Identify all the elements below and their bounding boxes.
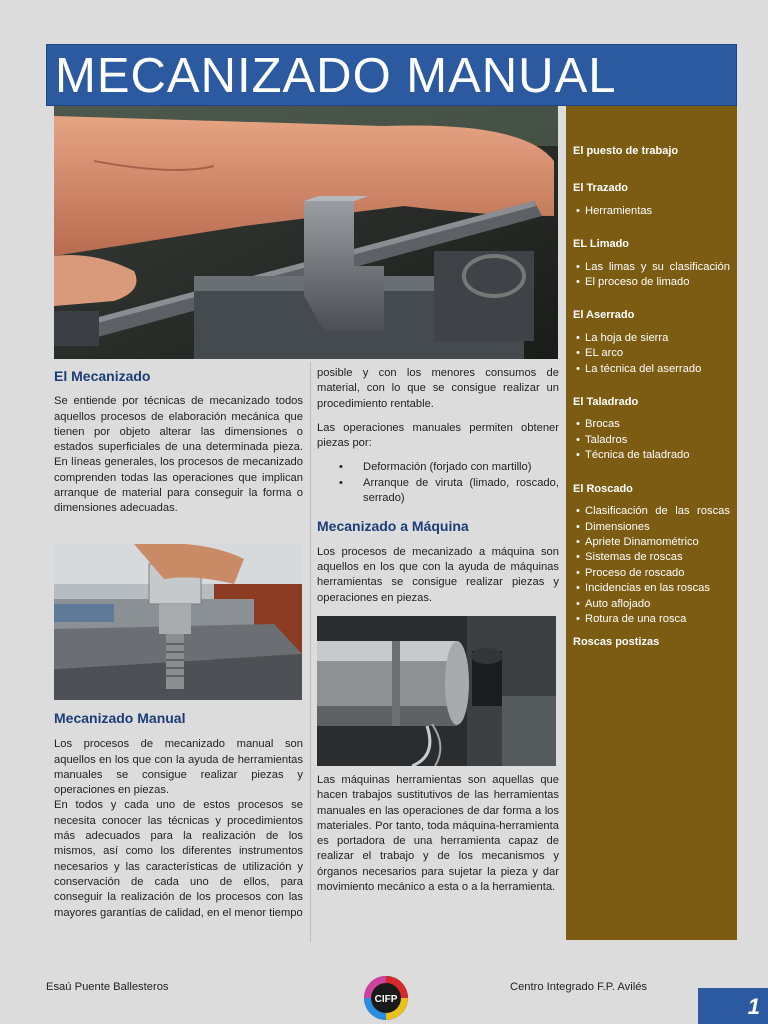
index-section-roscas-postizas (573, 635, 730, 650)
list-item: • Deformación (forjado con martillo) (317, 460, 559, 475)
paragraph-maquinas-herramientas: Las máquinas herramientas son aquellas que hacen trabajos sustitutivos de las herramientas manuales en las operaciones de dar forma a los materiales. Por tanto, toda máquina-herramienta es portadora de una herramienta capaz de realizar el trabajo y de los mecanismos y órganos necesarios para sujetar la pieza y dar movimiento mecánico a esta o a la herramienta. (317, 774, 559, 894)
middle-column (317, 366, 559, 606)
index-section-puesto (573, 144, 730, 159)
paragraph-mecanizado-maquina: Los procesos de mecanizado a máquina son aquellos en los que con la ayuda de máquinas herramientas se consigue realizar piezas y operaciones en piezas. (317, 545, 559, 604)
index-section-aserrado (573, 308, 730, 377)
index-section-roscado (573, 482, 730, 628)
lathe-photo (317, 616, 556, 766)
left-column (54, 369, 303, 517)
index-item: • EL arco (573, 346, 730, 361)
index-section-title: El Aserrado (573, 309, 635, 322)
heading-el-mecanizado: El Mecanizado (54, 368, 151, 384)
index-item: • Taladros (573, 433, 730, 448)
index-item: • Las limas y su clasificación (573, 260, 730, 275)
index-item: • Rotura de una rosca (573, 612, 730, 627)
paragraph-mecanizado-manual-1: Los procesos de mecanizado manual son aquellos en los que con la ayuda de herramientas manuales se consigue realizar piezas y operaciones en piezas. (54, 738, 303, 797)
page-title: MECANIZADO MANUAL (55, 49, 617, 103)
index-item: • Apriete Dinamométrico (573, 535, 730, 550)
index-item: • Brocas (573, 417, 730, 432)
middle-column-lower (317, 773, 559, 895)
footer-author: Esaú Puente Ballesteros (46, 981, 169, 993)
topic-index-sidebar (566, 106, 737, 940)
index-section-limado (573, 237, 730, 290)
index-section-title: El Taladrado (573, 396, 639, 409)
footer-institution: Centro Integrado F.P. Avilés (510, 981, 648, 993)
index-item: • Sistemas de roscas (573, 550, 730, 565)
index-section-title: EL Limado (573, 238, 630, 251)
index-section-title: El puesto de trabajo (573, 145, 679, 157)
left-column-lower (54, 711, 303, 921)
index-item: • La técnica del aserrado (573, 362, 730, 377)
page-number: 1 (698, 988, 768, 1024)
index-item: • Clasificación de las roscas (573, 504, 730, 519)
index-item: • Técnica de taladrado (573, 448, 730, 463)
heading-mecanizado-maquina: Mecanizado a Máquina (317, 518, 469, 535)
heading-mecanizado-manual: Mecanizado Manual (54, 710, 186, 726)
index-item: • Dimensiones (573, 520, 730, 535)
index-item: • Herramientas (573, 204, 730, 219)
paragraph-operaciones: Las operaciones manuales permiten obtener piezas por: (317, 421, 559, 450)
index-item: • El proceso de limado (573, 275, 730, 290)
index-section-title: El Roscado (573, 482, 633, 495)
filing-photo (54, 106, 558, 359)
index-item: • Auto aflojado (573, 597, 730, 612)
title-banner (46, 44, 737, 106)
operations-list (317, 460, 559, 506)
index-section-taladrado (573, 395, 730, 464)
index-section-title: Roscas postizas (573, 636, 660, 649)
index-item: • Incidencias en las roscas (573, 581, 730, 596)
tapping-photo (54, 544, 302, 700)
paragraph-mecanizado-manual-2: En todos y cada uno de estos procesos se necesita conocer las técnicas y procedimientos más adecuados para la realización de los mismos, así como los diferentes instrumentos necesarios y las características de utilización y conservación de cada uno de ellos, para conseguir la realización de los procesos con las mayores garantías de calidad, en el menor tiempo (54, 799, 303, 919)
column-divider (310, 362, 311, 942)
index-item: • La hoja de sierra (573, 331, 730, 346)
index-section-trazado (573, 181, 730, 219)
index-item: • Proceso de roscado (573, 566, 730, 581)
paragraph-mecanizado: Se entiende por técnicas de mecanizado todos aquellos procesos de elaboración mecánica que tienen por objeto alterar las dimensiones o estados superficiales de una determinada pieza. En líneas generales, los procesos de mecanizado comprenden todas las operaciones que implican arranque de material para conseguir la forma o dimensiones adecuadas. (54, 395, 303, 515)
logo-text: CIFP (374, 994, 398, 1005)
cifp-logo (362, 974, 410, 1022)
index-section-title: El Trazado (573, 182, 629, 195)
paragraph-continued: posible y con los menores consumos de material, con lo que se consigue realizar un procedimiento rentable. (317, 367, 559, 410)
list-item: • Arranque de viruta (limado, roscado, serrado) (317, 476, 559, 507)
